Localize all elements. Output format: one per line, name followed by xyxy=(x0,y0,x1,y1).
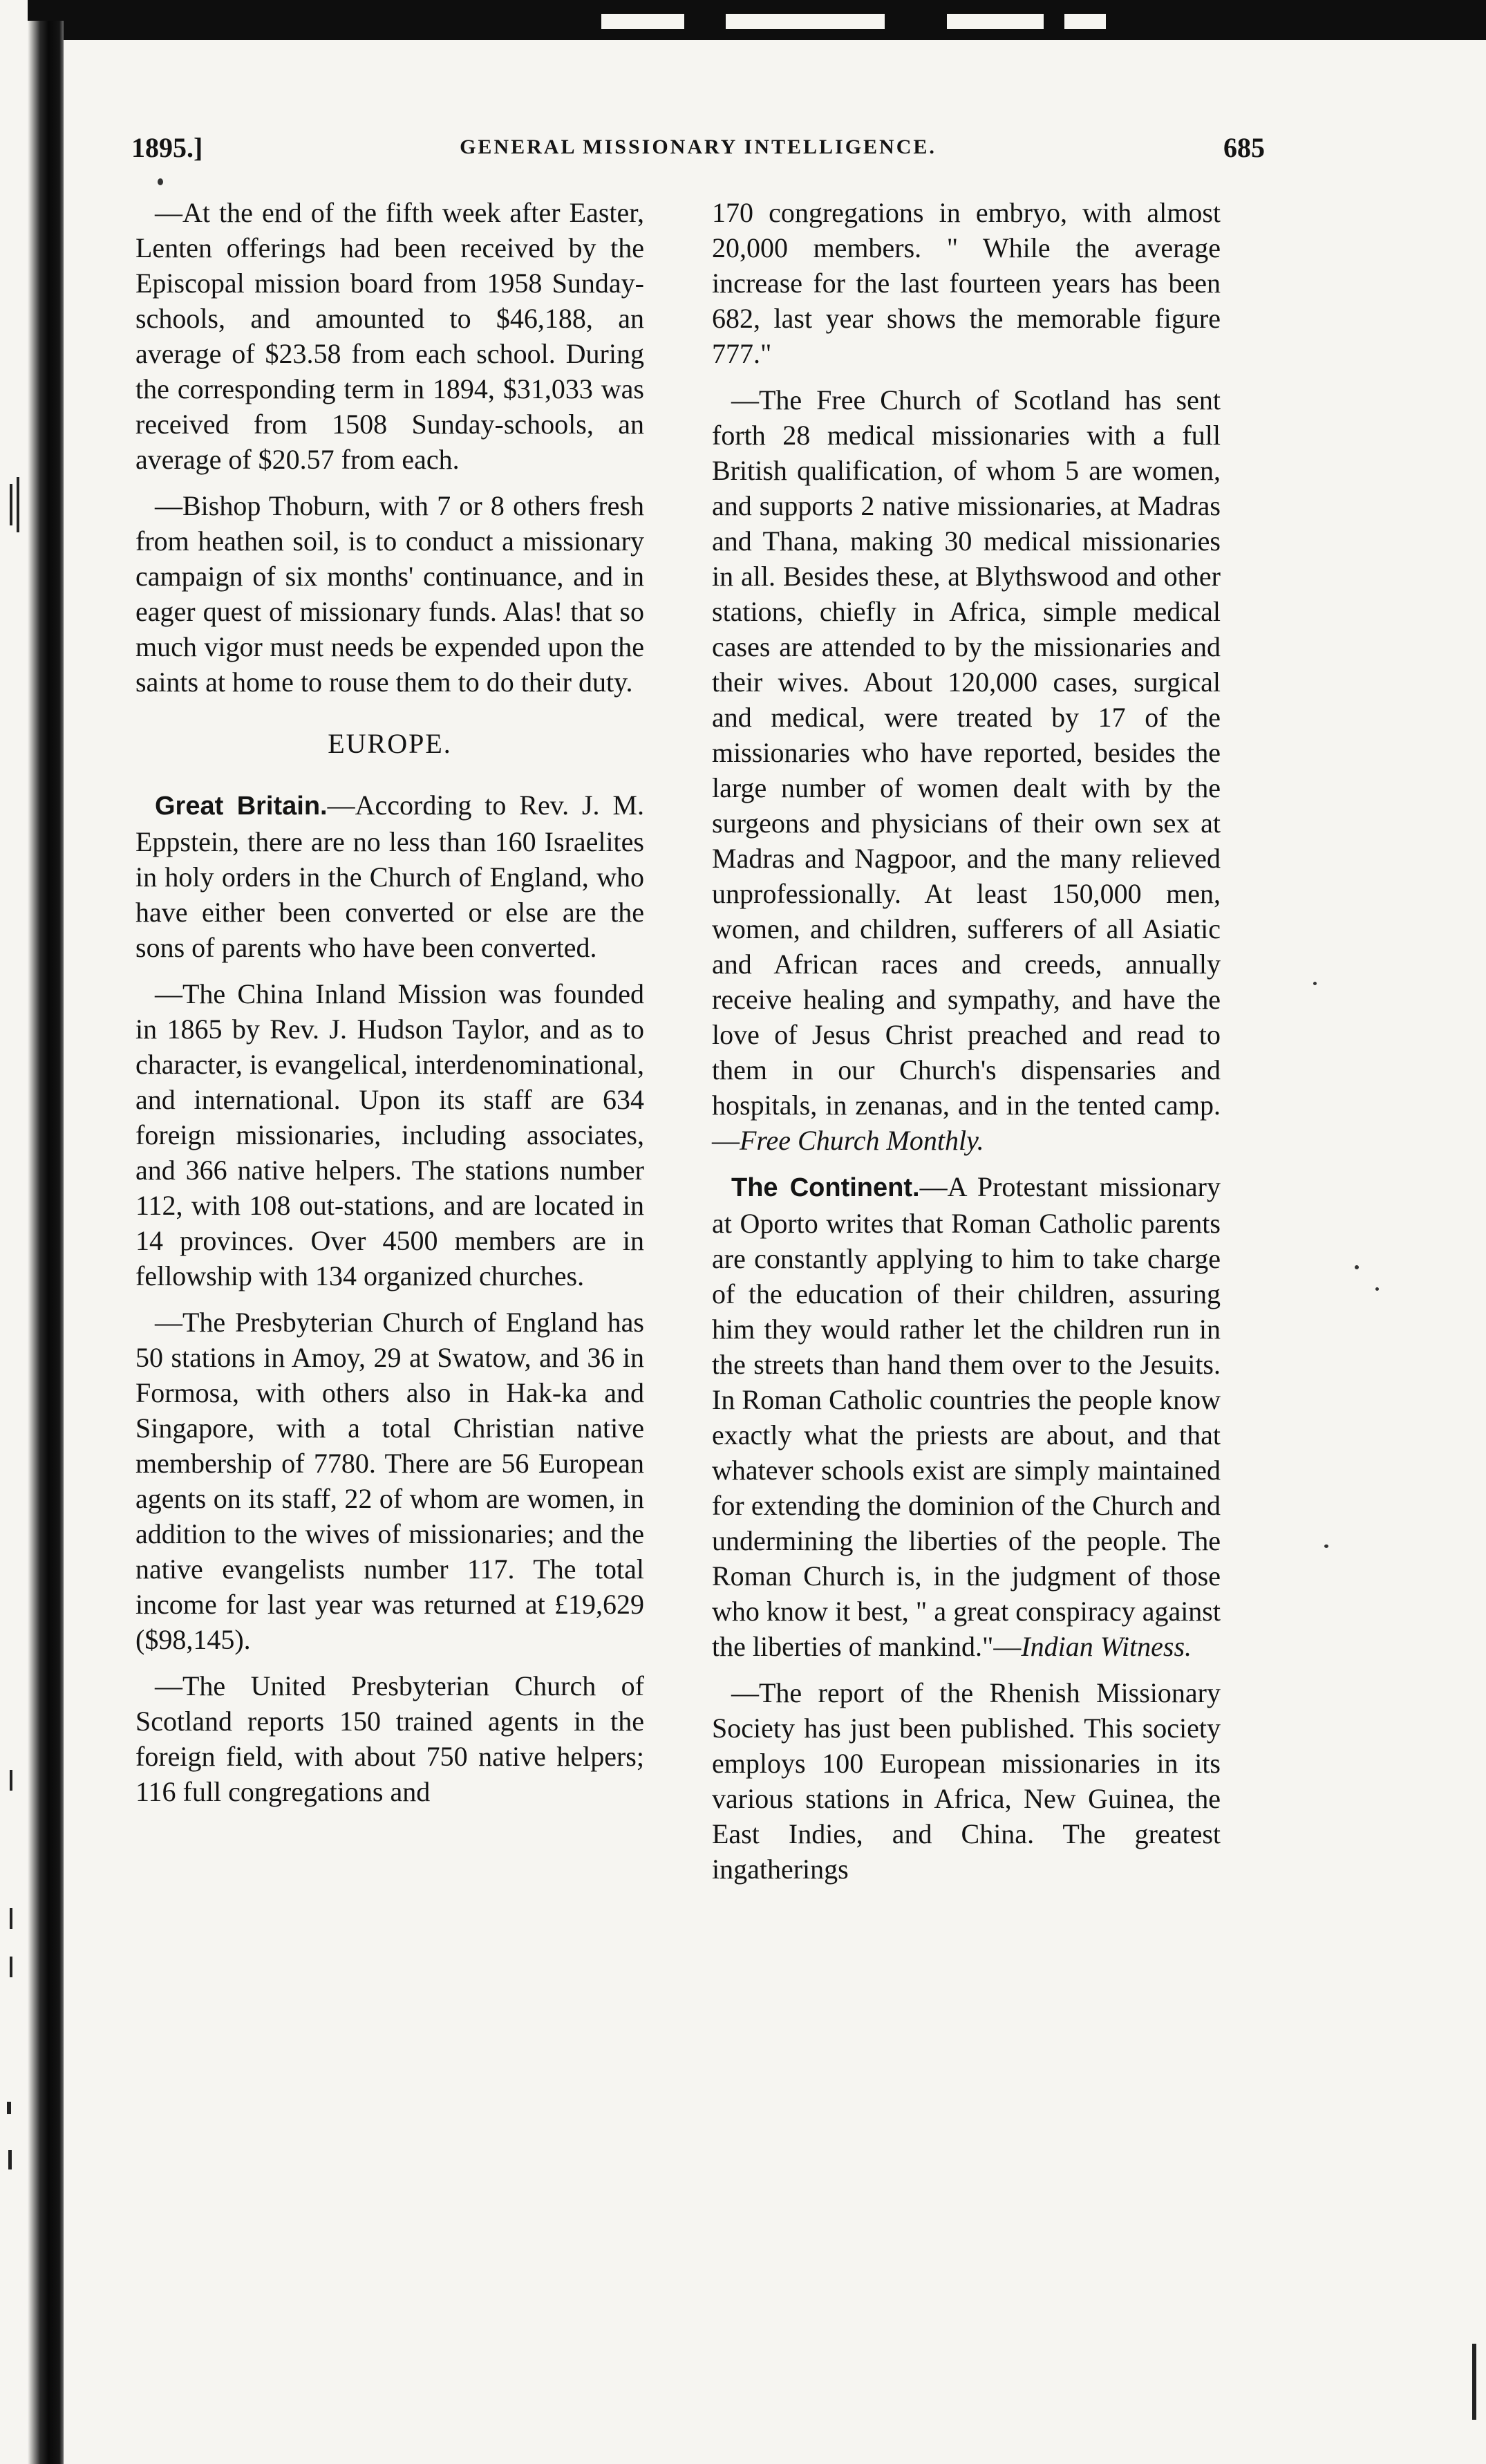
margin-mark xyxy=(10,484,12,525)
paragraph-china-inland-mission: —The China Inland Mission was founded in 1865 by Rev. J. Hudson Taylor, and as to character, is evangelical, interdenominational, and international. Upon its staff are 634 foreign missionaries, including associates, and 366 native helpers. The stations number 112, with 108 out-stations, and are located in 14 provinces. Over 4500 members are in fellowship with 134 organized churches. xyxy=(135,978,644,1291)
margin-mark xyxy=(7,2102,11,2114)
paragraph-the-continent: The Continent.—A Protestant missionary at Oporto writes that Roman Catholic parents are constantly applying to him to take charge of the education of their children, assuring him they would rather let the children run in the streets than hand them over to the Jesuits. In Roman Catholic countries the people know exactly what the priests are about, and that whatever schools exist are simply maintained for extending the dominion of the Church and undermining the liberties of the people. The Roman Church is, in the judgment of those who know it best, " a great conspiracy against the liberties of mankind."—Indian Witness. xyxy=(712,1171,1221,1662)
margin-mark xyxy=(10,1770,12,1791)
runin-heading-continent: The Continent. xyxy=(731,1173,920,1202)
print-speck xyxy=(1313,982,1317,985)
source-citation: Indian Witness. xyxy=(1021,1631,1192,1662)
margin-mark xyxy=(8,2150,12,2169)
right-column xyxy=(712,195,1221,1898)
margin-mark xyxy=(10,1957,12,1977)
margin-mark xyxy=(10,1908,12,1929)
paragraph-united-presbyterian: —The United Presbyterian Church of Scotland reports 150 trained agents in the foreign field, with about 750 native helpers; 116 full congregations and xyxy=(135,1670,644,1807)
source-citation: Free Church Monthly. xyxy=(740,1125,984,1156)
paragraph-lenten-offerings: —At the end of the fifth week after Easter, Lenten offerings had been received by the Episcopal mission board from 1958 Sunday-schools, and amounted to $46,188, an average of $23.58 from each school. During the corresponding term in 1894, $31,033 was received from 1508 Sunday-schools, an average of $20.57 from each. xyxy=(135,197,644,475)
page-number: 685 xyxy=(1223,132,1265,163)
binding-edge xyxy=(0,21,64,2464)
paragraph-bishop-thoburn: —Bishop Thoburn, with 7 or 8 others fresh from heathen soil, is to conduct a missionary campaign of six months' continuance, and in eager quest of missionary funds. Alas! that so much vigor must needs be expended upon the saints at home to rouse them to do their duty. xyxy=(135,490,644,698)
running-title: GENERAL MISSIONARY INTELLIGENCE. xyxy=(460,136,937,158)
page-header xyxy=(131,131,1265,173)
paragraph-continuation: 170 congregations in embryo, with almost 20,000 members. " While the average increase for the last fourteen years has been 682, last year shows the memorable figure 777." xyxy=(712,197,1221,369)
print-speck xyxy=(1324,1544,1328,1548)
print-speck xyxy=(1375,1287,1379,1291)
paragraph-great-britain: Great Britain.—According to Rev. J. M. Eppstein, there are no less than 160 Israelites in holy orders in the Church of England, who have either been converted or else are the sons of parents who have been converted. xyxy=(135,790,644,963)
paragraph-rhenish-society: —The report of the Rhenish Missionary Society has just been published. This society employs 100 European missionaries in its various stations in Africa, New Guinea, the East Indies, and China. The greatest ingatherings xyxy=(712,1677,1221,1885)
margin-mark xyxy=(17,477,19,532)
runin-heading-great-britain: Great Britain. xyxy=(155,792,328,821)
print-speck xyxy=(1355,1265,1359,1269)
paragraph-free-church-scotland: —The Free Church of Scotland has sent forth 28 medical missionaries with a full British qualification, of whom 5 are women, and supports 2 native missionaries, at Madras and Thana, making 30 medical missionaries in all. Besides these, at Blythswood and other stations, chiefly in Africa, simple medical cases are attended to by the missionaries and their wives. About 120,000 cases, surgical and medical, were treated by 17 of the missionaries who have reported, besides the large number of women dealt with by the surgeons and physicians of their own sex at Madras and Nagpoor, and the many relieved unprofessionally. At least 150,000 men, women, and children, sufferers of all Asiatic and African races and creeds, annually receive healing and sympathy, and have the love of Jesus Christ preached and read to them in our Church's dispensaries and hospitals, in zenanas, and in the tented camp.—Free Church Monthly. xyxy=(712,384,1221,1156)
left-column xyxy=(135,195,644,1820)
section-heading-europe: EUROPE. xyxy=(328,728,452,759)
print-speck xyxy=(158,178,163,185)
paragraph-presbyterian-england: —The Presbyterian Church of England has 50 stations in Amoy, 29 at Swatow, and 36 in Formosa, with others also in Hak-ka and Singapore, with a total Christian native membership of 7780. There are 56 European agents on its staff, 22 of whom are women, in addition to the wives of missionaries; and the native evangelists number 117. The total income for last year was returned at £19,629 ($98,145). xyxy=(135,1307,644,1655)
volume-year: 1895.] xyxy=(131,132,203,163)
margin-mark xyxy=(1472,2344,1476,2420)
page-top-border xyxy=(28,0,1486,40)
